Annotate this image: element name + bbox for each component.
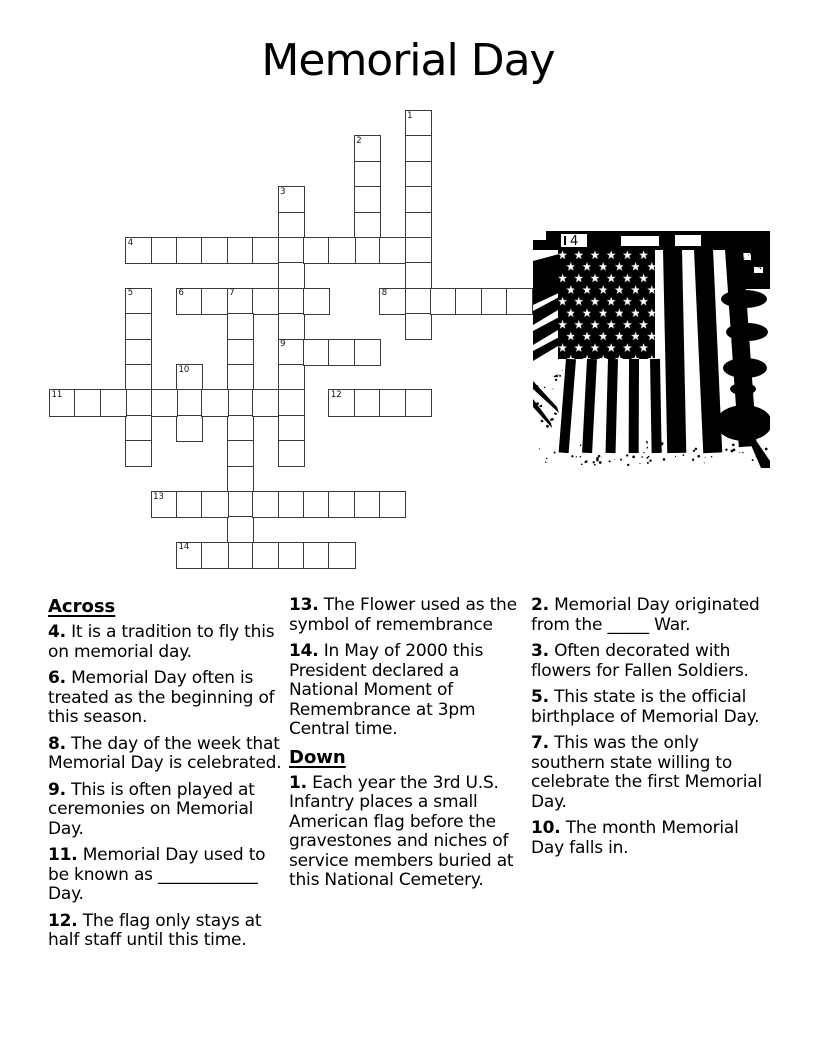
photo-speckle <box>740 259 742 261</box>
photo-speckle <box>760 267 762 269</box>
photo-speckle <box>735 285 737 287</box>
photo-speckle <box>675 447 676 448</box>
grid-cell-number: 6 <box>178 288 184 299</box>
grid-cell <box>176 364 203 391</box>
grid-cell <box>125 288 152 315</box>
grid-cell <box>227 542 254 569</box>
photo-speckle <box>546 458 548 460</box>
down-header: Down <box>289 746 346 768</box>
across-header: Across <box>48 596 116 617</box>
grid-cell-number: 1 <box>407 110 413 121</box>
grid-cell <box>379 389 406 416</box>
photo-speckle <box>627 464 629 466</box>
photo-speckle <box>593 461 595 463</box>
photo-speckle <box>735 289 737 291</box>
photo-speckle <box>745 269 747 271</box>
grid-cell <box>227 415 254 442</box>
grid-cell <box>278 389 305 416</box>
photo-speckle <box>762 262 765 265</box>
photo-speckle <box>697 455 700 458</box>
grid-cell <box>125 440 152 467</box>
grid-cell <box>201 237 228 264</box>
photo-speckle <box>725 449 727 451</box>
grid-cell <box>328 491 355 518</box>
grid-cell-number: 9 <box>280 339 286 350</box>
grid-cell-number: 2 <box>356 135 362 146</box>
photo-speckle <box>765 285 767 287</box>
clue-column-1 <box>48 596 286 958</box>
grid-cell <box>227 364 254 391</box>
photo-speckle <box>585 460 587 462</box>
grid-cell <box>354 339 381 366</box>
photo-speckle <box>539 405 541 407</box>
grid-cell <box>252 288 279 315</box>
grid-cell <box>328 542 355 569</box>
grid-cell <box>328 339 355 366</box>
photo-speckle <box>739 452 740 453</box>
photo-speckle <box>558 374 559 375</box>
grid-cell <box>278 186 305 213</box>
grid-cell <box>278 237 305 264</box>
grid-cell <box>405 135 432 162</box>
grid-cell-number: 13 <box>153 491 164 502</box>
photo-speckle <box>552 389 553 390</box>
grid-cell <box>405 237 432 264</box>
photo-speckle <box>632 456 635 459</box>
grid-cell <box>227 440 254 467</box>
grid-cell <box>303 542 330 569</box>
grid-cell <box>252 389 279 416</box>
grid-cell <box>379 491 406 518</box>
grid-cell <box>125 313 152 340</box>
grid-cell <box>201 288 228 315</box>
grid-cell <box>252 542 279 569</box>
clue-6: 6. Memorial Day often is treated as the beginning of this season. <box>48 668 275 727</box>
photo-speckle <box>740 262 742 264</box>
photo-speckle <box>545 462 546 463</box>
clue-11: 11. Memorial Day used to be known as ____________ Day. <box>48 845 266 904</box>
photo-speckle <box>539 448 540 449</box>
grid-cell <box>227 516 254 543</box>
photo-speckle <box>540 391 542 393</box>
photo-speckle <box>738 275 739 276</box>
clue-3: 3. Often decorated with flowers for Fallen Soldiers. <box>531 641 749 681</box>
photo-speckle <box>641 457 642 458</box>
photo-speckle <box>752 459 754 461</box>
photo-speckle <box>748 255 749 256</box>
grid-cell <box>354 135 381 162</box>
clue-8: 8. The day of the week that Memorial Day is celebrated. <box>48 733 282 773</box>
clue-10: 10. The month Memorial Day falls in. <box>531 818 739 858</box>
photo-speckle <box>740 446 741 447</box>
photo-speckle <box>639 463 640 464</box>
flag-canton <box>558 249 655 359</box>
photo-speckle <box>598 455 600 457</box>
photo-speckle <box>563 427 565 429</box>
photo-speckle <box>750 253 752 255</box>
clue-4: 4. It is a tradition to fly this on memorial day. <box>48 622 275 662</box>
flag-photo <box>533 231 770 468</box>
photo-speckle <box>581 463 583 465</box>
photo-speckle <box>756 455 758 457</box>
grid-cell <box>201 491 228 518</box>
grid-cell <box>227 339 254 366</box>
photo-speckle <box>646 457 648 459</box>
photo-speckle <box>594 464 596 466</box>
grid-cell <box>278 542 305 569</box>
grid-cell <box>74 389 101 416</box>
grid-cell <box>125 364 152 391</box>
photo-speckle <box>609 460 611 462</box>
photo-speckle <box>765 448 768 451</box>
photo-speckle <box>683 454 685 456</box>
photo-speckle <box>660 449 662 451</box>
clue-column-2 <box>289 596 529 898</box>
grid-cell-number: 14 <box>178 542 190 553</box>
photo-speckle <box>711 456 712 457</box>
grid-cell <box>227 313 254 340</box>
photo-speckle <box>737 261 740 264</box>
photo-speckle <box>647 447 649 449</box>
clue-column-3 <box>531 596 771 865</box>
photo-speckle <box>555 379 557 381</box>
grid-cell <box>176 389 203 416</box>
grid-cell <box>354 212 381 239</box>
page-title: Memorial Day <box>261 35 555 86</box>
photo-speckle <box>765 260 767 262</box>
grid-cell <box>405 212 432 239</box>
photo-speckle <box>551 418 554 421</box>
photo-speckle <box>601 457 602 458</box>
photo-speckle <box>649 459 651 461</box>
photo-speckle <box>536 402 539 405</box>
grid-cell-number: 11 <box>51 389 63 400</box>
grid-cell <box>125 415 152 442</box>
photo-speckle <box>693 450 695 452</box>
photo-speckle <box>546 425 549 428</box>
photo-speckle <box>596 457 599 460</box>
photo-speckle <box>637 442 638 443</box>
photo-speckle <box>750 261 752 263</box>
grid-cell <box>252 237 279 264</box>
photo-speckle <box>541 420 544 423</box>
photo-speckle <box>718 446 720 448</box>
photo-speckle <box>741 269 743 271</box>
grid-cell <box>176 237 203 264</box>
photo-speckle <box>562 370 563 371</box>
photo-speckle <box>544 387 546 389</box>
grid-cell <box>455 288 482 315</box>
clue-2: 2. Memorial Day originated from the _____ War. <box>531 595 760 635</box>
grid-cell <box>354 161 381 188</box>
clue-12: 12. The flag only stays at half staff until this time. <box>48 910 262 950</box>
grid-cell <box>278 313 305 340</box>
grid-cell <box>278 288 305 315</box>
grid-cell <box>227 466 254 493</box>
grid-cell <box>405 313 432 340</box>
photo-speckle <box>760 273 761 274</box>
photo-speckle <box>692 459 694 461</box>
grid-cell <box>278 212 305 239</box>
photo-speckle <box>580 456 582 458</box>
photo-speckle <box>731 450 734 453</box>
grid-cell <box>151 237 178 264</box>
grid-cell <box>405 161 432 188</box>
photo-speckle <box>626 454 628 456</box>
photo-speckle <box>705 457 706 458</box>
grid-cell <box>303 288 330 315</box>
grid-cell <box>405 186 432 213</box>
photo-speckle <box>752 279 755 282</box>
grid-cell <box>405 262 432 289</box>
photo-speckle <box>555 413 557 415</box>
photo-speckle <box>643 452 644 453</box>
clue-14: 14. In May of 2000 this President declared a National Moment of Remembrance at 3pm Central time. <box>289 641 484 739</box>
photo-speckle <box>704 463 705 464</box>
photo-speckle <box>758 267 759 268</box>
grid-cell <box>227 389 254 416</box>
grid-cell <box>405 110 432 137</box>
photo-speckle <box>739 264 741 266</box>
photo-speckle <box>647 462 649 464</box>
photo-speckle <box>620 459 622 461</box>
photo-speckle <box>554 376 556 378</box>
photo-speckle <box>555 375 558 378</box>
grid-cell <box>176 491 203 518</box>
grid-cell <box>328 237 355 264</box>
grid-cell <box>278 440 305 467</box>
grid-cell-number: 4 <box>127 237 134 248</box>
grid-cell <box>481 288 508 315</box>
photo-speckle <box>559 375 561 377</box>
photo-speckle <box>576 456 577 457</box>
grid-cell <box>278 364 305 391</box>
grid-cell <box>303 339 330 366</box>
photo-speckle <box>629 443 632 446</box>
grid-cell <box>201 389 228 416</box>
photo-speckle <box>743 258 744 259</box>
photo-speckle <box>606 441 607 442</box>
photo-speckle <box>675 456 676 457</box>
grid-cell <box>125 389 152 416</box>
photo-speckle <box>655 443 657 445</box>
grid-cell <box>278 262 305 289</box>
grid-cell <box>100 389 127 416</box>
grid-cell-number: 8 <box>381 288 388 299</box>
clue-9: 9. This is often played at ceremonies on Memorial Day. <box>48 779 255 839</box>
grid-cell <box>49 389 76 416</box>
grid-cell <box>252 491 279 518</box>
photo-speckle <box>742 292 745 295</box>
grid-cell <box>227 288 254 315</box>
grid-cell-number: 5 <box>127 288 134 299</box>
photo-speckle <box>599 461 602 464</box>
grid-cell <box>278 491 305 518</box>
grid-cell <box>125 339 152 366</box>
grid-cell <box>176 415 203 442</box>
grid-cell-number: 12 <box>330 389 342 400</box>
grid-cell <box>201 542 228 569</box>
grid-cell <box>405 288 432 315</box>
photo-speckle <box>565 379 568 382</box>
photo-number-glyph: 4 <box>570 234 579 249</box>
clue-1: 1. Each year the 3rd U.S. Infantry places a small American flag before the gravestones and niches of service members buried at this National Cemetery. <box>289 772 514 890</box>
photo-speckle <box>676 449 677 450</box>
grid-cell <box>278 339 305 366</box>
grid-cell <box>303 237 330 264</box>
grid-cell <box>506 288 533 315</box>
photo-speckle <box>732 443 735 446</box>
grid-cell <box>328 389 355 416</box>
grid-cell-number: 7 <box>229 288 235 299</box>
grid-cell <box>354 491 381 518</box>
photo-speckle <box>661 443 663 445</box>
photo-speckle <box>571 455 573 457</box>
grid-cell <box>354 186 381 213</box>
clue-7: 7. This was the only southern state willing to celebrate the first Memorial Day. <box>531 733 762 812</box>
grid-cell <box>354 237 381 264</box>
grid-cell <box>379 237 406 264</box>
grid-cell <box>303 491 330 518</box>
grid-cell <box>151 491 178 518</box>
grid-cell <box>151 389 178 416</box>
grid-cell <box>354 389 381 416</box>
photo-speckle <box>742 452 743 453</box>
grid-cell-number: 3 <box>280 186 286 197</box>
photo-speckle <box>750 275 752 277</box>
grid-cell <box>125 237 152 264</box>
grid-cell <box>379 288 406 315</box>
clue-5: 5. This state is the official birthplace of Memorial Day. <box>531 687 760 727</box>
clue-13: 13. The Flower used as the symbol of remembrance <box>289 595 517 635</box>
photo-speckle <box>554 452 556 454</box>
grid-cell <box>430 288 457 315</box>
photo-speckle <box>695 448 697 450</box>
photo-speckle <box>646 441 648 443</box>
grid-cell <box>176 542 203 569</box>
grid-cell-number: 10 <box>178 364 190 375</box>
photo-speckle <box>757 285 759 287</box>
photo-speckle <box>614 459 615 460</box>
grid-cell <box>227 491 254 518</box>
star-field <box>558 249 655 359</box>
photo-speckle <box>562 407 563 408</box>
photo-speckle <box>536 385 538 387</box>
grid-cell <box>176 288 203 315</box>
grid-cell <box>278 415 305 442</box>
photo-speckle <box>580 444 582 446</box>
grid-cell <box>405 389 432 416</box>
grid-cell <box>227 237 254 264</box>
photo-speckle <box>759 455 761 457</box>
photo-speckle <box>663 458 666 461</box>
